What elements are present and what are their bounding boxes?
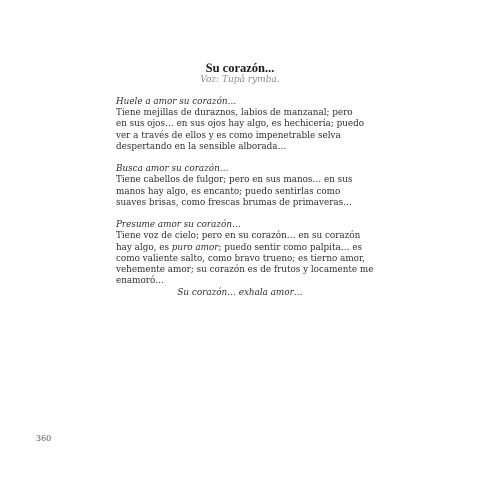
poem-line: vehemente amor; su corazón es de frutos y locamente me bbox=[116, 265, 374, 276]
poem-line: Tiene voz de cielo; pero en su corazón… en su corazón bbox=[116, 231, 361, 242]
poem-stanza bbox=[116, 164, 366, 209]
poem-body bbox=[116, 97, 374, 299]
line-segment: ; puedo sentir como palpita… es bbox=[218, 242, 363, 253]
stanza-heading-line: Busca amor su corazón… bbox=[116, 164, 229, 175]
poem-line: enamoró… bbox=[116, 276, 165, 287]
poem-line: Tiene mejillas de duraznos, labios de manzanal; pero bbox=[116, 108, 353, 119]
poem-stanza bbox=[116, 220, 374, 287]
stanza-heading-line: Presume amor su corazón… bbox=[116, 220, 241, 231]
stanza-heading-line: Huele a amor su corazón… bbox=[116, 97, 237, 107]
emphasized-text: puro amor bbox=[171, 242, 219, 253]
poem-closing-line: Su corazón… exhala amor… bbox=[177, 288, 303, 298]
page-number: 360 bbox=[36, 434, 52, 443]
line-segment: hay algo, es bbox=[116, 242, 172, 253]
poem-subtitle: Voz: Tupâ rymba. bbox=[200, 75, 280, 85]
poem-line bbox=[116, 243, 366, 254]
poem-line: despertando en la sensible alborada… bbox=[116, 141, 287, 152]
poem-line: como valiente salto, como bravo trueno; es tierno amor, bbox=[116, 253, 365, 264]
poem-line: en sus ojos… en sus ojos hay algo, es hechicería; puedo bbox=[116, 119, 365, 130]
poem-line: manos hay algo, es encanto; puedo sentirlas como bbox=[116, 186, 341, 197]
poem-line: ver a través de ellos y es como impenetrable selva bbox=[116, 130, 341, 141]
poem-stanza bbox=[116, 97, 366, 153]
poem-line: suaves brisas, como frescas brumas de primaveras… bbox=[116, 197, 352, 208]
poem-title: Su corazón... bbox=[205, 61, 275, 75]
poem-line: Tiene cabellos de fulgor; pero en sus manos… en sus bbox=[116, 175, 353, 186]
